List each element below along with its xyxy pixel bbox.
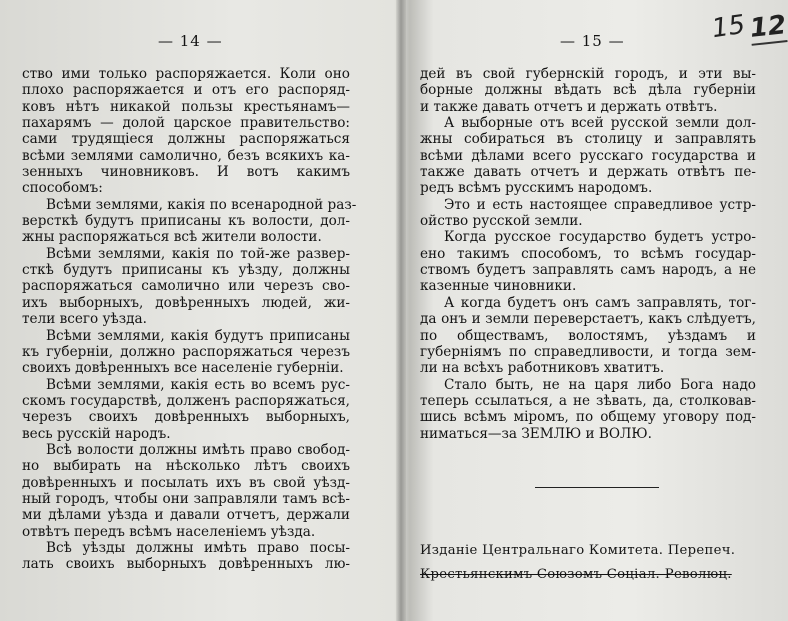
text-line: версткѣ будутъ приписаны къ волости, дол-: [22, 213, 350, 230]
text-line: ойство русской земли.: [420, 213, 583, 230]
text-line: и также давать отчетъ и держать отвѣтъ.: [420, 98, 718, 115]
text-line: пахарямъ — долой царское правительство:: [22, 115, 350, 132]
text-line: плохо распоряжается и отъ его распоряд-: [22, 82, 350, 99]
text-line: Всѣми землями, какія по всенародной раз-: [46, 196, 357, 213]
text-line: всѣми землями самолично, безъ всякихъ ка-: [22, 147, 350, 164]
text-line: Всѣми землями, какія будутъ приписаны: [46, 327, 350, 344]
text-line: ено такимъ способомъ, то всѣмъ государ-: [420, 245, 756, 262]
text-line: А выборные отъ всей русской земли дол-: [444, 115, 756, 132]
text-line: лать своихъ выборныхъ довѣренныхъ лю-: [22, 556, 350, 573]
handwritten-page-number: 15: [710, 9, 748, 45]
text-line: но выбирать на нѣсколько лѣтъ своихъ: [22, 458, 350, 475]
text-line: своихъ довѣренныхъ все населеніе губерніи.: [22, 360, 344, 377]
text-line: ихъ выборныхъ, довѣренныхъ людей, жи-: [22, 294, 350, 311]
text-line: тели всего уѣзда.: [22, 311, 147, 328]
text-line: сткѣ будутъ приписаны къ уѣзду, должны: [22, 262, 350, 279]
right-page: [402, 0, 788, 621]
handwritten-archive-number: 12: [748, 10, 788, 44]
text-line: редъ всѣмъ русскимъ народомъ.: [420, 180, 653, 197]
text-line: весь русскій народъ.: [22, 425, 171, 442]
left-page-number: — 14 —: [158, 32, 223, 50]
text-line: ли на всѣхъ работниковъ хватитъ.: [420, 360, 665, 377]
text-line: Всѣ уѣзды должны имѣть право посы-: [46, 539, 350, 556]
text-line: ный городъ, чтобы они заправляли тамъ всѣ-: [22, 490, 350, 507]
text-line: ковъ нѣтъ никакой пользы крестьянамъ—: [22, 98, 350, 115]
text-line: Всѣми землями, какія есть во всемъ рус-: [46, 376, 350, 393]
text-line: скомъ государствѣ, долженъ распоряжаться,: [22, 392, 350, 409]
text-line: ниматься—за ЗЕМЛЮ и ВОЛЮ.: [420, 425, 652, 442]
text-line: всѣми дѣлами всего русскаго государства и: [420, 147, 756, 164]
text-line: ство ими только распоряжается. Коли оно: [22, 66, 350, 82]
text-line: черезъ своихъ довѣренныхъ выборныхъ,: [22, 409, 350, 426]
text-line: борные должны вѣдать всѣ дѣла губерніи: [420, 82, 756, 99]
text-line: довѣренныхъ и посылать ихъ въ свой уѣзд-: [22, 474, 350, 491]
text-line: Когда русское государство будетъ устро-: [444, 229, 756, 246]
text-line: губерніямъ по справедливости, и тогда зем-: [420, 343, 756, 360]
text-line: отвѣтъ передъ всѣмъ населеніемъ уѣзда.: [22, 523, 316, 540]
imprint-publisher: Изданіе Центральнаго Комитета. Перепеч.: [420, 543, 736, 558]
imprint-reprint: Крестьянскимъ Союзомъ Соціал.-Революц.: [420, 567, 732, 582]
text-line: шись всѣмъ міромъ, по общему уговору под-: [420, 409, 756, 426]
text-line: А когда будетъ онъ самъ заправлять, тог-: [444, 294, 756, 311]
text-line: ствомъ будетъ заправлять самъ народъ, а не: [420, 262, 756, 279]
text-line: также давать отчетъ и держать отвѣтъ пе-: [420, 164, 756, 181]
text-line: зенныхъ чиновниковъ. И вотъ какимъ: [22, 164, 350, 181]
text-line: Всѣ волости должны имѣть право свобод-: [46, 441, 350, 458]
closing-rule: [535, 487, 659, 488]
text-line: да онъ и земли переверстаетъ, какъ слѣдуетъ,: [420, 311, 756, 328]
right-page-text: [420, 66, 756, 442]
text-line: Стало быть, не на царя либо Бога надо: [444, 376, 756, 393]
text-line: жны распоряжаться всѣ жители волости.: [22, 229, 322, 246]
text-line: дей въ свой губернскій городъ, и эти вы-: [420, 66, 756, 82]
right-page-number: — 15 —: [560, 32, 625, 50]
text-line: ми дѣлами уѣзда и давали отчетъ, держали: [22, 507, 350, 524]
text-line: сами трудящіеся должны распоряжаться: [22, 131, 350, 148]
text-line: по обществамъ, волостямъ, уѣздамъ и: [420, 327, 756, 344]
text-line: жны собираться въ столицу и заправлять: [420, 131, 756, 148]
text-line: къ губерніи, должно распоряжаться черезъ: [22, 343, 350, 360]
text-line: способомъ:: [22, 180, 103, 197]
text-line: распоряжаться самолично или черезъ сво-: [22, 278, 350, 295]
text-line: Всѣми землями, какія по той-же развер-: [46, 245, 350, 262]
text-line: казенные чиновники.: [420, 278, 577, 295]
text-line: Это и есть настоящее справедливое устр-: [444, 196, 756, 213]
text-line: теперь ссылаться, а не зѣвать, да, столковав-: [420, 392, 756, 409]
left-page-text: [22, 66, 357, 573]
